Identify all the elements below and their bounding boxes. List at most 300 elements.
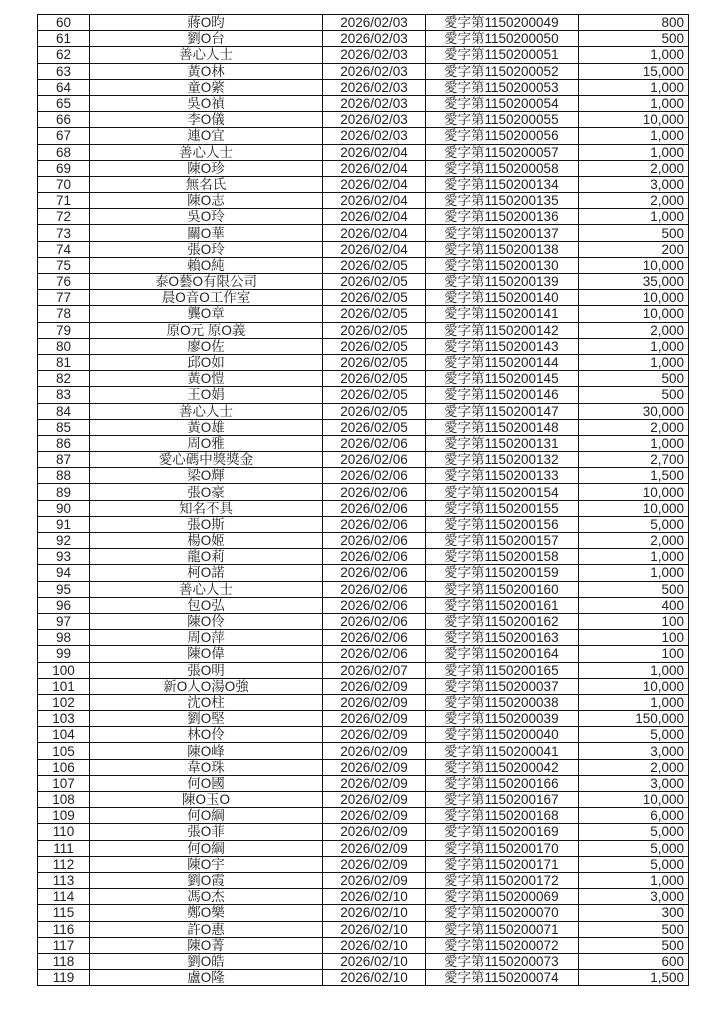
cell-date: 2026/02/05 (323, 403, 426, 419)
cell-no: 112 (38, 856, 90, 872)
cell-amount: 10,000 (579, 792, 689, 808)
cell-date: 2026/02/04 (323, 144, 426, 160)
cell-name: 劉O皓 (90, 953, 323, 969)
cell-receipt: 愛字第1150200071 (426, 921, 579, 937)
cell-no: 89 (38, 484, 90, 500)
cell-name: 廖O佐 (90, 338, 323, 354)
cell-receipt: 愛字第1150200172 (426, 872, 579, 888)
cell-receipt: 愛字第1150200157 (426, 533, 579, 549)
cell-no: 103 (38, 711, 90, 727)
cell-date: 2026/02/03 (323, 31, 426, 47)
cell-amount: 200 (579, 241, 689, 257)
table-row (38, 403, 689, 419)
cell-name: 連O宜 (90, 128, 323, 144)
cell-receipt: 愛字第1150200146 (426, 387, 579, 403)
table-row (38, 662, 689, 678)
cell-date: 2026/02/09 (323, 711, 426, 727)
table-row (38, 678, 689, 694)
table-row (38, 565, 689, 581)
cell-date: 2026/02/04 (323, 160, 426, 176)
cell-name: 何O綱 (90, 840, 323, 856)
cell-no: 111 (38, 840, 90, 856)
cell-no: 116 (38, 921, 90, 937)
table-row (38, 112, 689, 128)
cell-date: 2026/02/05 (323, 290, 426, 306)
cell-receipt: 愛字第1150200131 (426, 435, 579, 451)
cell-amount: 100 (579, 630, 689, 646)
cell-amount: 300 (579, 905, 689, 921)
cell-amount: 3,000 (579, 889, 689, 905)
cell-date: 2026/02/09 (323, 856, 426, 872)
table-row (38, 856, 689, 872)
cell-receipt: 愛字第1150200145 (426, 371, 579, 387)
cell-name: 蔣O昀 (90, 15, 323, 31)
cell-name: 善心人士 (90, 47, 323, 63)
cell-amount: 600 (579, 953, 689, 969)
cell-no: 77 (38, 290, 90, 306)
cell-name: 柯O諾 (90, 565, 323, 581)
cell-date: 2026/02/04 (323, 241, 426, 257)
table-row (38, 322, 689, 338)
cell-receipt: 愛字第1150200038 (426, 694, 579, 710)
cell-name: 黃O愷 (90, 371, 323, 387)
cell-no: 108 (38, 792, 90, 808)
table-row (38, 241, 689, 257)
cell-amount: 2,000 (579, 759, 689, 775)
table-row (38, 840, 689, 856)
table-row (38, 257, 689, 273)
cell-date: 2026/02/09 (323, 792, 426, 808)
cell-name: 新O人O湯O強 (90, 678, 323, 694)
cell-name: 許O惠 (90, 921, 323, 937)
table-row (38, 581, 689, 597)
cell-no: 78 (38, 306, 90, 322)
cell-receipt: 愛字第1150200070 (426, 905, 579, 921)
cell-date: 2026/02/10 (323, 953, 426, 969)
cell-amount: 500 (579, 371, 689, 387)
cell-date: 2026/02/03 (323, 95, 426, 111)
cell-date: 2026/02/03 (323, 15, 426, 31)
cell-no: 109 (38, 808, 90, 824)
table-row (38, 921, 689, 937)
cell-receipt: 愛字第1150200042 (426, 759, 579, 775)
table-row (38, 727, 689, 743)
cell-no: 118 (38, 953, 90, 969)
cell-amount: 10,000 (579, 678, 689, 694)
cell-no: 66 (38, 112, 90, 128)
cell-name: 陳O伶 (90, 613, 323, 629)
cell-receipt: 愛字第1150200144 (426, 354, 579, 370)
cell-date: 2026/02/09 (323, 808, 426, 824)
cell-receipt: 愛字第1150200155 (426, 500, 579, 516)
cell-date: 2026/02/05 (323, 306, 426, 322)
cell-no: 91 (38, 516, 90, 532)
cell-date: 2026/02/10 (323, 970, 426, 986)
cell-receipt: 愛字第1150200161 (426, 597, 579, 613)
cell-receipt: 愛字第1150200133 (426, 468, 579, 484)
table-row (38, 354, 689, 370)
cell-date: 2026/02/06 (323, 581, 426, 597)
cell-receipt: 愛字第1150200058 (426, 160, 579, 176)
cell-amount: 500 (579, 387, 689, 403)
cell-amount: 3,000 (579, 743, 689, 759)
cell-amount: 15,000 (579, 63, 689, 79)
cell-receipt: 愛字第1150200134 (426, 176, 579, 192)
table-row (38, 646, 689, 662)
cell-no: 74 (38, 241, 90, 257)
cell-date: 2026/02/06 (323, 468, 426, 484)
cell-no: 76 (38, 274, 90, 290)
cell-name: 知名不具 (90, 500, 323, 516)
table-row (38, 468, 689, 484)
cell-receipt: 愛字第1150200139 (426, 274, 579, 290)
cell-no: 67 (38, 128, 90, 144)
cell-amount: 150,000 (579, 711, 689, 727)
cell-date: 2026/02/06 (323, 597, 426, 613)
cell-name: 泰O藝O有限公司 (90, 274, 323, 290)
cell-name: 周O萍 (90, 630, 323, 646)
cell-amount: 2,000 (579, 193, 689, 209)
cell-amount: 10,000 (579, 500, 689, 516)
cell-no: 62 (38, 47, 90, 63)
cell-receipt: 愛字第1150200040 (426, 727, 579, 743)
cell-name: 韋O珠 (90, 759, 323, 775)
cell-receipt: 愛字第1150200171 (426, 856, 579, 872)
cell-receipt: 愛字第1150200164 (426, 646, 579, 662)
cell-name: 李O儀 (90, 112, 323, 128)
cell-amount: 10,000 (579, 112, 689, 128)
cell-amount: 500 (579, 225, 689, 241)
cell-amount: 1,000 (579, 662, 689, 678)
cell-name: 愛心碼中獎獎金 (90, 452, 323, 468)
cell-name: 盧O隆 (90, 970, 323, 986)
table-row (38, 63, 689, 79)
cell-amount: 5,000 (579, 840, 689, 856)
cell-no: 114 (38, 889, 90, 905)
cell-receipt: 愛字第1150200052 (426, 63, 579, 79)
cell-name: 陳O宇 (90, 856, 323, 872)
cell-date: 2026/02/06 (323, 516, 426, 532)
cell-date: 2026/02/04 (323, 193, 426, 209)
cell-receipt: 愛字第1150200135 (426, 193, 579, 209)
table-row (38, 549, 689, 565)
table-row (38, 274, 689, 290)
cell-date: 2026/02/09 (323, 840, 426, 856)
table-row (38, 759, 689, 775)
table-row (38, 824, 689, 840)
cell-date: 2026/02/10 (323, 921, 426, 937)
cell-receipt: 愛字第1150200156 (426, 516, 579, 532)
cell-receipt: 愛字第1150200148 (426, 419, 579, 435)
cell-receipt: 愛字第1150200166 (426, 775, 579, 791)
cell-amount: 1,000 (579, 872, 689, 888)
cell-amount: 500 (579, 921, 689, 937)
cell-receipt: 愛字第1150200057 (426, 144, 579, 160)
table-row (38, 338, 689, 354)
cell-receipt: 愛字第1150200142 (426, 322, 579, 338)
cell-name: 無名氏 (90, 176, 323, 192)
cell-receipt: 愛字第1150200136 (426, 209, 579, 225)
cell-receipt: 愛字第1150200130 (426, 257, 579, 273)
cell-no: 104 (38, 727, 90, 743)
cell-receipt: 愛字第1150200158 (426, 549, 579, 565)
cell-name: 楊O姬 (90, 533, 323, 549)
cell-no: 96 (38, 597, 90, 613)
cell-date: 2026/02/10 (323, 889, 426, 905)
cell-date: 2026/02/05 (323, 419, 426, 435)
cell-name: 張O斯 (90, 516, 323, 532)
cell-date: 2026/02/04 (323, 225, 426, 241)
table-row (38, 128, 689, 144)
cell-amount: 5,000 (579, 516, 689, 532)
table-row (38, 533, 689, 549)
cell-amount: 5,000 (579, 856, 689, 872)
cell-amount: 1,000 (579, 95, 689, 111)
cell-name: 馮O杰 (90, 889, 323, 905)
table-row (38, 597, 689, 613)
cell-amount: 10,000 (579, 290, 689, 306)
cell-amount: 2,000 (579, 419, 689, 435)
cell-no: 84 (38, 403, 90, 419)
table-row (38, 743, 689, 759)
table-row (38, 15, 689, 31)
table-row (38, 905, 689, 921)
cell-amount: 1,000 (579, 79, 689, 95)
cell-date: 2026/02/06 (323, 630, 426, 646)
cell-no: 87 (38, 452, 90, 468)
cell-name: 吳O禎 (90, 95, 323, 111)
cell-amount: 1,000 (579, 549, 689, 565)
cell-no: 106 (38, 759, 90, 775)
cell-no: 105 (38, 743, 90, 759)
table-row (38, 808, 689, 824)
cell-date: 2026/02/03 (323, 112, 426, 128)
cell-amount: 3,000 (579, 176, 689, 192)
cell-no: 70 (38, 176, 90, 192)
cell-no: 94 (38, 565, 90, 581)
cell-receipt: 愛字第1150200041 (426, 743, 579, 759)
cell-amount: 35,000 (579, 274, 689, 290)
cell-amount: 10,000 (579, 306, 689, 322)
table-row (38, 79, 689, 95)
cell-no: 113 (38, 872, 90, 888)
cell-date: 2026/02/05 (323, 257, 426, 273)
table-row (38, 484, 689, 500)
table-row (38, 31, 689, 47)
cell-no: 90 (38, 500, 90, 516)
cell-date: 2026/02/06 (323, 646, 426, 662)
cell-name: 林O伶 (90, 727, 323, 743)
cell-amount: 500 (579, 31, 689, 47)
table-row (38, 47, 689, 63)
cell-date: 2026/02/09 (323, 872, 426, 888)
cell-receipt: 愛字第1150200050 (426, 31, 579, 47)
cell-receipt: 愛字第1150200160 (426, 581, 579, 597)
cell-date: 2026/02/09 (323, 743, 426, 759)
table-row (38, 193, 689, 209)
cell-receipt: 愛字第1150200072 (426, 937, 579, 953)
cell-receipt: 愛字第1150200049 (426, 15, 579, 31)
cell-receipt: 愛字第1150200074 (426, 970, 579, 986)
cell-no: 71 (38, 193, 90, 209)
cell-receipt: 愛字第1150200162 (426, 613, 579, 629)
cell-date: 2026/02/05 (323, 387, 426, 403)
cell-no: 65 (38, 95, 90, 111)
donation-table (37, 14, 689, 986)
table-row (38, 209, 689, 225)
cell-no: 92 (38, 533, 90, 549)
cell-no: 69 (38, 160, 90, 176)
cell-no: 75 (38, 257, 90, 273)
cell-name: 張O菲 (90, 824, 323, 840)
table-row (38, 970, 689, 986)
cell-date: 2026/02/06 (323, 484, 426, 500)
cell-amount: 1,000 (579, 435, 689, 451)
cell-no: 101 (38, 678, 90, 694)
cell-no: 100 (38, 662, 90, 678)
cell-date: 2026/02/09 (323, 678, 426, 694)
cell-no: 99 (38, 646, 90, 662)
cell-no: 63 (38, 63, 90, 79)
cell-date: 2026/02/05 (323, 371, 426, 387)
cell-receipt: 愛字第1150200132 (426, 452, 579, 468)
table-row (38, 371, 689, 387)
cell-no: 72 (38, 209, 90, 225)
table-row (38, 953, 689, 969)
cell-no: 81 (38, 354, 90, 370)
table-row (38, 160, 689, 176)
cell-receipt: 愛字第1150200137 (426, 225, 579, 241)
cell-no: 117 (38, 937, 90, 953)
cell-name: 黃O雄 (90, 419, 323, 435)
cell-receipt: 愛字第1150200170 (426, 840, 579, 856)
cell-date: 2026/02/06 (323, 533, 426, 549)
cell-name: 龍O莉 (90, 549, 323, 565)
cell-receipt: 愛字第1150200056 (426, 128, 579, 144)
cell-name: 陳O玉O (90, 792, 323, 808)
cell-name: 陳O峰 (90, 743, 323, 759)
cell-amount: 1,000 (579, 338, 689, 354)
cell-date: 2026/02/04 (323, 209, 426, 225)
cell-amount: 10,000 (579, 484, 689, 500)
table-row (38, 694, 689, 710)
cell-date: 2026/02/09 (323, 727, 426, 743)
cell-receipt: 愛字第1150200051 (426, 47, 579, 63)
table-row (38, 889, 689, 905)
cell-no: 110 (38, 824, 90, 840)
cell-name: 吳O玲 (90, 209, 323, 225)
cell-no: 85 (38, 419, 90, 435)
cell-no: 73 (38, 225, 90, 241)
table-row (38, 419, 689, 435)
cell-date: 2026/02/09 (323, 694, 426, 710)
cell-name: 周O雅 (90, 435, 323, 451)
table-row (38, 144, 689, 160)
cell-amount: 1,000 (579, 128, 689, 144)
cell-name: 張O明 (90, 662, 323, 678)
cell-name: 鄭O樂 (90, 905, 323, 921)
table-row (38, 435, 689, 451)
cell-name: 陳O菁 (90, 937, 323, 953)
cell-name: 沈O柱 (90, 694, 323, 710)
cell-no: 93 (38, 549, 90, 565)
cell-no: 68 (38, 144, 90, 160)
cell-date: 2026/02/09 (323, 824, 426, 840)
cell-receipt: 愛字第1150200140 (426, 290, 579, 306)
cell-name: 張O玲 (90, 241, 323, 257)
cell-amount: 100 (579, 646, 689, 662)
cell-no: 97 (38, 613, 90, 629)
cell-receipt: 愛字第1150200147 (426, 403, 579, 419)
cell-date: 2026/02/06 (323, 435, 426, 451)
cell-date: 2026/02/05 (323, 338, 426, 354)
cell-receipt: 愛字第1150200037 (426, 678, 579, 694)
cell-date: 2026/02/05 (323, 354, 426, 370)
table-row (38, 95, 689, 111)
cell-amount: 500 (579, 937, 689, 953)
cell-amount: 1,000 (579, 694, 689, 710)
cell-date: 2026/02/03 (323, 128, 426, 144)
cell-name: 龔O章 (90, 306, 323, 322)
cell-date: 2026/02/06 (323, 565, 426, 581)
cell-name: 原O元 原O義 (90, 322, 323, 338)
cell-amount: 1,000 (579, 354, 689, 370)
table-row (38, 176, 689, 192)
table-row (38, 500, 689, 516)
cell-amount: 2,000 (579, 160, 689, 176)
cell-name: 善心人士 (90, 581, 323, 597)
cell-no: 79 (38, 322, 90, 338)
cell-date: 2026/02/06 (323, 452, 426, 468)
cell-receipt: 愛字第1150200141 (426, 306, 579, 322)
cell-no: 82 (38, 371, 90, 387)
cell-amount: 1,500 (579, 468, 689, 484)
table-row (38, 452, 689, 468)
cell-receipt: 愛字第1150200069 (426, 889, 579, 905)
cell-no: 64 (38, 79, 90, 95)
cell-name: 包O弘 (90, 597, 323, 613)
table-row (38, 630, 689, 646)
cell-no: 102 (38, 694, 90, 710)
cell-date: 2026/02/03 (323, 47, 426, 63)
cell-amount: 400 (579, 597, 689, 613)
cell-date: 2026/02/10 (323, 937, 426, 953)
table-row (38, 290, 689, 306)
cell-name: 賴O純 (90, 257, 323, 273)
cell-receipt: 愛字第1150200163 (426, 630, 579, 646)
cell-date: 2026/02/03 (323, 79, 426, 95)
cell-name: 何O綱 (90, 808, 323, 824)
cell-name: 童O綮 (90, 79, 323, 95)
cell-no: 107 (38, 775, 90, 791)
cell-receipt: 愛字第1150200039 (426, 711, 579, 727)
table-row (38, 937, 689, 953)
cell-name: 關O華 (90, 225, 323, 241)
cell-amount: 3,000 (579, 775, 689, 791)
cell-receipt: 愛字第1150200143 (426, 338, 579, 354)
cell-no: 119 (38, 970, 90, 986)
cell-amount: 2,700 (579, 452, 689, 468)
cell-receipt: 愛字第1150200073 (426, 953, 579, 969)
cell-name: 善心人士 (90, 403, 323, 419)
cell-receipt: 愛字第1150200055 (426, 112, 579, 128)
table-row (38, 872, 689, 888)
table-row (38, 306, 689, 322)
donation-table-body (38, 15, 689, 986)
cell-amount: 1,000 (579, 144, 689, 160)
cell-receipt: 愛字第1150200154 (426, 484, 579, 500)
cell-name: 張O豪 (90, 484, 323, 500)
